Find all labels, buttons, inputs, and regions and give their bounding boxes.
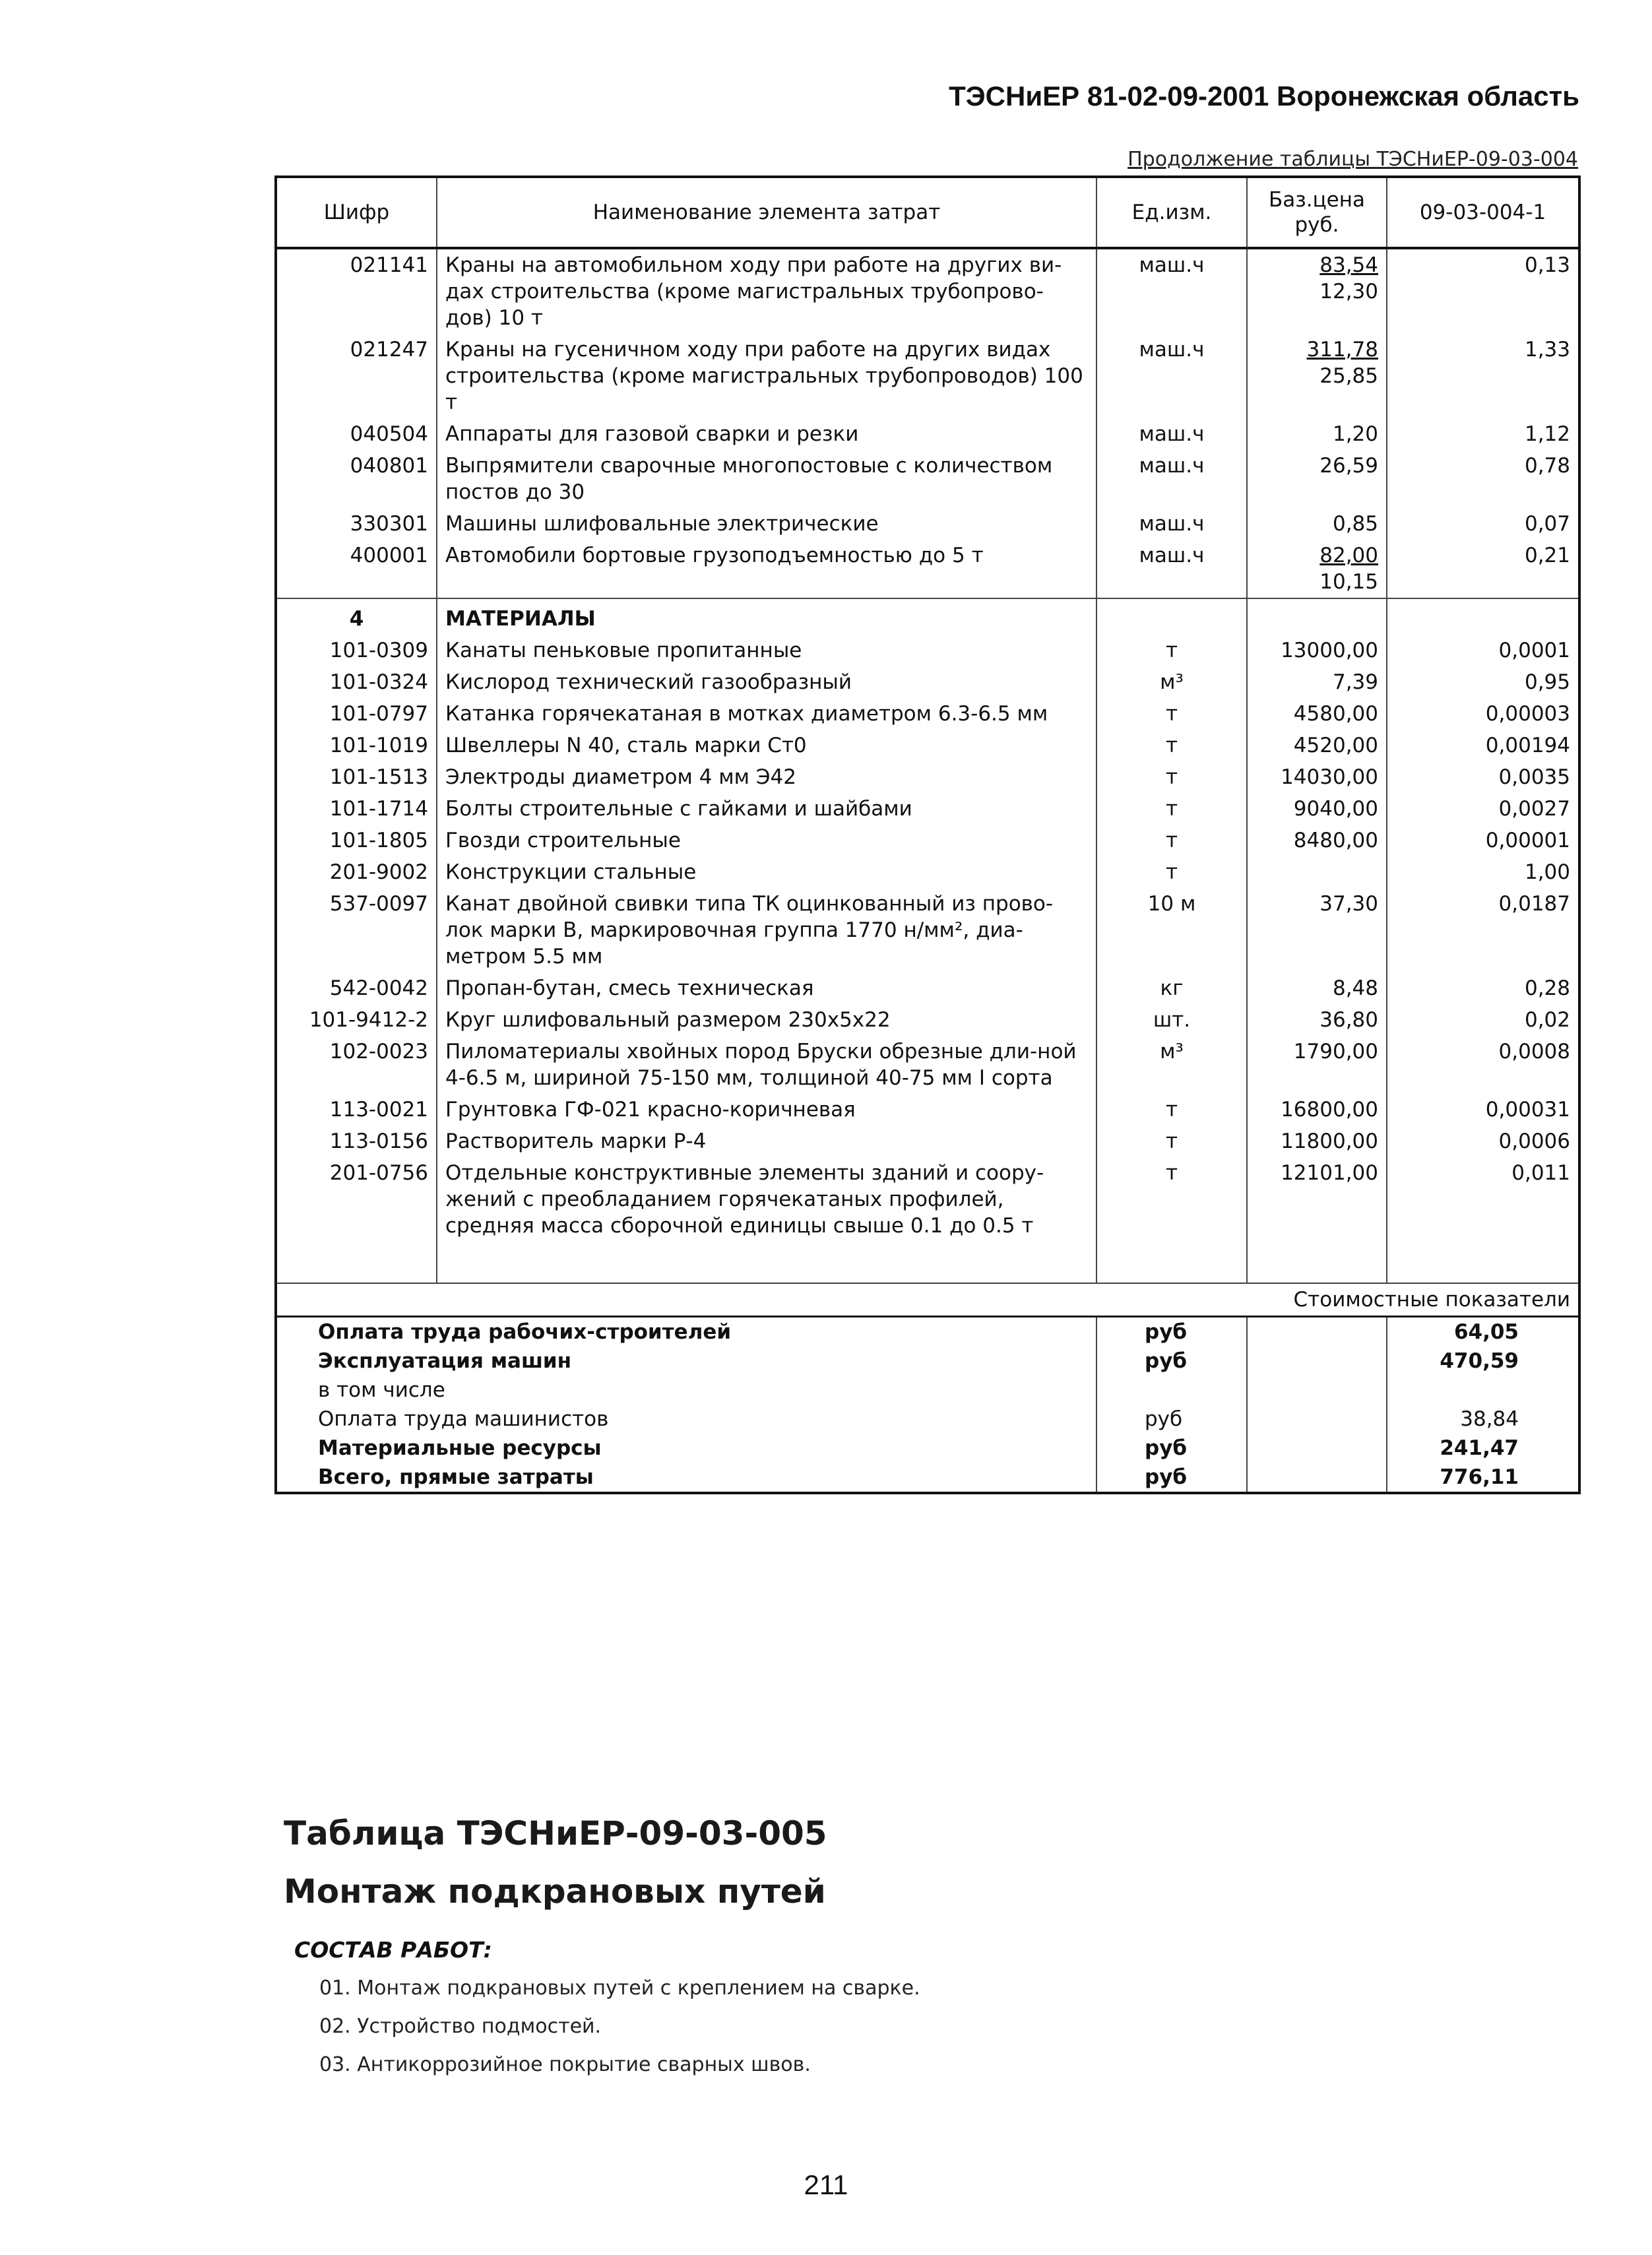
- cell-code: 201-9002: [276, 856, 437, 888]
- cell-price: 37,30: [1247, 888, 1387, 972]
- price-wage-value: 25,85: [1319, 364, 1378, 388]
- table-row: [276, 450, 1579, 508]
- table-row: [276, 418, 1579, 450]
- summary-unit: руб: [1096, 1317, 1247, 1347]
- cell-price: [1247, 508, 1387, 540]
- cell-unit: шт.: [1096, 1004, 1247, 1036]
- table-row: [276, 972, 1579, 1004]
- summary-row: [276, 1317, 1579, 1347]
- cell-price: 12101,00: [1247, 1157, 1387, 1242]
- summary-row: [276, 1347, 1579, 1376]
- price-wage-value: 10,15: [1319, 570, 1378, 594]
- section-empty-qty: [1387, 598, 1579, 635]
- cell-name: Грунтовка ГФ-021 красно-коричневая: [437, 1094, 1096, 1126]
- cell-unit: т: [1096, 1157, 1247, 1242]
- cell-unit: м³: [1096, 1036, 1247, 1094]
- cell-code: 101-9412-2: [276, 1004, 437, 1036]
- table-continuation-caption: Продолжение таблицы ТЭСНиЕР-09-03-004: [1128, 148, 1578, 171]
- cell-name: Пропан-бутан, смесь техническая: [437, 972, 1096, 1004]
- col-header-code: Шифр: [276, 177, 437, 248]
- cell-price: [1247, 248, 1387, 334]
- summary-value: 64,05: [1387, 1317, 1579, 1347]
- summary-value: 38,84: [1387, 1405, 1579, 1434]
- cell-price: 8480,00: [1247, 825, 1387, 856]
- table-row: [276, 1126, 1579, 1157]
- cell-qty: 1,33: [1387, 334, 1579, 418]
- cell-price: 4520,00: [1247, 730, 1387, 761]
- price-value: 83,54: [1319, 253, 1378, 277]
- cell-unit: т: [1096, 698, 1247, 730]
- cell-name: Электроды диаметром 4 мм Э42: [437, 761, 1096, 793]
- table-row: [276, 1157, 1579, 1242]
- next-table-subtitle: Монтаж подкрановых путей: [284, 1872, 826, 1911]
- cell-qty: 0,0008: [1387, 1036, 1579, 1094]
- spacer-row: [276, 1242, 1579, 1283]
- summary-unit: руб: [1096, 1405, 1247, 1434]
- summary-empty: [1247, 1405, 1387, 1434]
- cell-unit: маш.ч: [1096, 508, 1247, 540]
- cell-name: Канат двойной свивки типа ТК оцинкованный из прово-лок марки В, маркировочная группа 1770 н/мм², диа-метром 5.5 мм: [437, 888, 1096, 972]
- cell-qty: 0,0006: [1387, 1126, 1579, 1157]
- summary-header-row: [276, 1283, 1579, 1317]
- cell-unit: т: [1096, 635, 1247, 666]
- cell-qty: 0,07: [1387, 508, 1579, 540]
- table-row: [276, 825, 1579, 856]
- cell-code: 021247: [276, 334, 437, 418]
- machines-section: [276, 248, 1579, 598]
- cell-name: Автомобили бортовые грузоподъемностью до 5 т: [437, 540, 1096, 598]
- cell-name: Болты строительные с гайками и шайбами: [437, 793, 1096, 825]
- cell-code: 201-0756: [276, 1157, 437, 1242]
- cell-unit: маш.ч: [1096, 418, 1247, 450]
- cell-qty: 0,0001: [1387, 635, 1579, 666]
- summary-label: Материальные ресурсы: [276, 1434, 1096, 1463]
- summary-empty: [1247, 1463, 1387, 1493]
- materials-section: [276, 635, 1579, 1242]
- price-value: 311,78: [1306, 338, 1378, 362]
- section-number: 4: [276, 598, 437, 635]
- cell-unit: маш.ч: [1096, 248, 1247, 334]
- cell-code: 102-0023: [276, 1036, 437, 1094]
- summary-label: Эксплуатация машин: [276, 1347, 1096, 1376]
- cell-unit: т: [1096, 825, 1247, 856]
- cell-code: 101-1513: [276, 761, 437, 793]
- cell-qty: 0,0035: [1387, 761, 1579, 793]
- resource-table: [274, 175, 1581, 1494]
- cell-price: [1247, 418, 1387, 450]
- table-header-row: [276, 177, 1579, 248]
- table-row: [276, 1004, 1579, 1036]
- cell-price: 16800,00: [1247, 1094, 1387, 1126]
- cell-price: [1247, 856, 1387, 888]
- cell-code: 101-1805: [276, 825, 437, 856]
- summary-empty: [1247, 1434, 1387, 1463]
- cell-code: 101-1019: [276, 730, 437, 761]
- cell-price: [1247, 540, 1387, 598]
- table-row: [276, 888, 1579, 972]
- cell-name: Гвозди строительные: [437, 825, 1096, 856]
- cell-price: 7,39: [1247, 666, 1387, 698]
- summary-unit: руб: [1096, 1434, 1247, 1463]
- summary-label: Оплата труда машинистов: [276, 1405, 1096, 1434]
- works-heading: СОСТАВ РАБОТ:: [294, 1937, 492, 1963]
- cell-code: 021141: [276, 248, 437, 334]
- work-item: 03. Антикоррозийное покрытие сварных швов.: [319, 2053, 811, 2076]
- cell-unit: т: [1096, 1094, 1247, 1126]
- cell-qty: 1,12: [1387, 418, 1579, 450]
- table-row: [276, 1036, 1579, 1094]
- col-header-norm: 09-03-004-1: [1387, 177, 1579, 248]
- cell-name: Отдельные конструктивные элементы зданий и соору-жений с преобладанием горячекатаных профилей, средняя масса сборочной единицы свыше 0.1 до 0.5 т: [437, 1157, 1096, 1242]
- cell-code: 542-0042: [276, 972, 437, 1004]
- cell-name: Конструкции стальные: [437, 856, 1096, 888]
- cell-price: 1790,00: [1247, 1036, 1387, 1094]
- cell-name: Выпрямители сварочные многопостовые с количеством постов до 30: [437, 450, 1096, 508]
- cell-code: 101-0309: [276, 635, 437, 666]
- cell-name: Швеллеры N 40, сталь марки Ст0: [437, 730, 1096, 761]
- cell-code: 400001: [276, 540, 437, 598]
- cell-unit: т: [1096, 856, 1247, 888]
- summary-label: Оплата труда рабочих-строителей: [276, 1317, 1096, 1347]
- summary-unit: [1096, 1376, 1247, 1405]
- cell-price: [1247, 334, 1387, 418]
- cell-qty: 1,00: [1387, 856, 1579, 888]
- summary-section: [276, 1317, 1579, 1494]
- summary-empty: [1247, 1376, 1387, 1405]
- cell-name: Круг шлифовальный размером 230х5х22: [437, 1004, 1096, 1036]
- summary-header-label: Стоимостные показатели: [276, 1283, 1579, 1317]
- cell-qty: 0,00001: [1387, 825, 1579, 856]
- summary-value: [1387, 1376, 1579, 1405]
- document-header-title: ТЭСНиЕР 81-02-09-2001 Воронежская область: [949, 80, 1579, 111]
- summary-label: в том числе: [276, 1376, 1096, 1405]
- cell-code: 101-0324: [276, 666, 437, 698]
- table-row: [276, 793, 1579, 825]
- cell-price: 36,80: [1247, 1004, 1387, 1036]
- next-table-title: Таблица ТЭСНиЕР-09-03-005: [284, 1814, 827, 1853]
- table-row: [276, 761, 1579, 793]
- cell-name: Канаты пеньковые пропитанные: [437, 635, 1096, 666]
- cell-name: Растворитель марки Р-4: [437, 1126, 1096, 1157]
- work-item: 02. Устройство подмостей.: [319, 2015, 602, 2038]
- cell-price: 9040,00: [1247, 793, 1387, 825]
- section-title: МАТЕРИАЛЫ: [437, 598, 1096, 635]
- cell-name: Краны на автомобильном ходу при работе на других ви-дах строительства (кроме магистральных трубопрово-дов) 10 т: [437, 248, 1096, 334]
- cell-code: 113-0021: [276, 1094, 437, 1126]
- price-wage-value: 12,30: [1319, 280, 1378, 303]
- cell-code: 101-0797: [276, 698, 437, 730]
- summary-row: [276, 1405, 1579, 1434]
- cell-name: Аппараты для газовой сварки и резки: [437, 418, 1096, 450]
- col-header-name: Наименование элемента затрат: [437, 177, 1096, 248]
- cell-qty: 0,02: [1387, 1004, 1579, 1036]
- table-row: [276, 635, 1579, 666]
- table-row: [276, 698, 1579, 730]
- cell-price: [1247, 450, 1387, 508]
- summary-value: 776,11: [1387, 1463, 1579, 1493]
- table-row: [276, 540, 1579, 598]
- summary-label: Всего, прямые затраты: [276, 1463, 1096, 1493]
- cell-code: 330301: [276, 508, 437, 540]
- price-value: 26,59: [1319, 454, 1378, 478]
- col-header-unit: Ед.изм.: [1096, 177, 1247, 248]
- summary-unit: руб: [1096, 1347, 1247, 1376]
- summary-value: 241,47: [1387, 1434, 1579, 1463]
- cell-unit: т: [1096, 730, 1247, 761]
- cell-unit: кг: [1096, 972, 1247, 1004]
- cell-qty: 0,28: [1387, 972, 1579, 1004]
- cell-name: Катанка горячекатаная в мотках диаметром 6.3-6.5 мм: [437, 698, 1096, 730]
- summary-row: [276, 1463, 1579, 1493]
- work-item: 01. Монтаж подкрановых путей с креплением на сварке.: [319, 1977, 920, 2000]
- cell-code: 040801: [276, 450, 437, 508]
- cell-name: Краны на гусеничном ходу при работе на других видах строительства (кроме магистральных трубопроводов) 100 т: [437, 334, 1096, 418]
- cell-price: 11800,00: [1247, 1126, 1387, 1157]
- cell-price: 4580,00: [1247, 698, 1387, 730]
- section-empty-price: [1247, 598, 1387, 635]
- summary-unit: руб: [1096, 1463, 1247, 1493]
- cell-qty: 0,21: [1387, 540, 1579, 598]
- table-row: [276, 334, 1579, 418]
- cell-unit: маш.ч: [1096, 450, 1247, 508]
- cell-price: 13000,00: [1247, 635, 1387, 666]
- cell-code: 113-0156: [276, 1126, 437, 1157]
- page-number: 211: [804, 2169, 848, 2200]
- cell-qty: 0,00031: [1387, 1094, 1579, 1126]
- cell-price: 14030,00: [1247, 761, 1387, 793]
- cell-unit: маш.ч: [1096, 334, 1247, 418]
- cell-qty: 0,0187: [1387, 888, 1579, 972]
- table-row: [276, 248, 1579, 334]
- section-row-materials: [276, 598, 1579, 635]
- price-value: 0,85: [1332, 512, 1378, 536]
- cell-qty: 0,011: [1387, 1157, 1579, 1242]
- cell-qty: 0,95: [1387, 666, 1579, 698]
- cell-name: Пиломатериалы хвойных пород Бруски обрезные дли-ной 4-6.5 м, шириной 75-150 мм, толщиной 40-75 мм I сорта: [437, 1036, 1096, 1094]
- cell-qty: 0,78: [1387, 450, 1579, 508]
- cell-qty: 0,00003: [1387, 698, 1579, 730]
- summary-row: [276, 1434, 1579, 1463]
- cell-code: 101-1714: [276, 793, 437, 825]
- summary-row: [276, 1376, 1579, 1405]
- table-row: [276, 730, 1579, 761]
- cell-code: 040504: [276, 418, 437, 450]
- table-row: [276, 856, 1579, 888]
- cell-code: 537-0097: [276, 888, 437, 972]
- cell-qty: 0,00194: [1387, 730, 1579, 761]
- col-header-price: Баз.цена руб.: [1247, 177, 1387, 248]
- price-value: 1,20: [1332, 422, 1378, 446]
- summary-empty: [1247, 1347, 1387, 1376]
- section-empty-unit: [1096, 598, 1247, 635]
- cell-unit: маш.ч: [1096, 540, 1247, 598]
- cell-price: 8,48: [1247, 972, 1387, 1004]
- table-row: [276, 1094, 1579, 1126]
- table-row: [276, 666, 1579, 698]
- table-row: [276, 508, 1579, 540]
- cell-unit: т: [1096, 793, 1247, 825]
- cell-unit: м³: [1096, 666, 1247, 698]
- cell-name: Машины шлифовальные электрические: [437, 508, 1096, 540]
- cell-unit: т: [1096, 1126, 1247, 1157]
- cell-unit: т: [1096, 761, 1247, 793]
- summary-value: 470,59: [1387, 1347, 1579, 1376]
- cell-unit: 10 м: [1096, 888, 1247, 972]
- cell-name: Кислород технический газообразный: [437, 666, 1096, 698]
- price-value: 82,00: [1319, 544, 1378, 567]
- cell-qty: 0,0027: [1387, 793, 1579, 825]
- summary-empty: [1247, 1317, 1387, 1347]
- cell-qty: 0,13: [1387, 248, 1579, 334]
